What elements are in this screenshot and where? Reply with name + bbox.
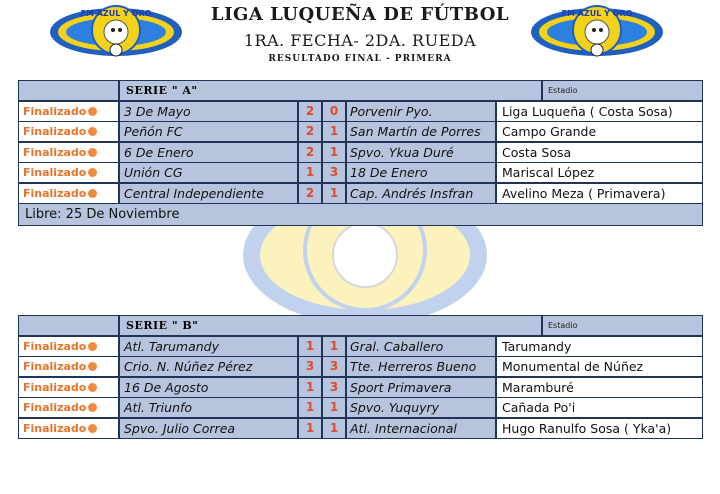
stadium-header: Estadio	[543, 81, 702, 100]
home-team: 3 De Mayo	[120, 102, 297, 121]
home-team: 6 De Enero	[120, 143, 297, 162]
home-score: 1	[299, 337, 321, 356]
away-score: 1	[323, 122, 345, 141]
home-score: 1	[299, 378, 321, 397]
stadium: Hugo Ranulfo Sosa ( Yka'a)	[497, 419, 702, 438]
table-row	[19, 378, 702, 397]
stadium: Costa Sosa	[497, 143, 702, 162]
status-badge: Finalizado	[19, 163, 118, 182]
status-dot-icon	[88, 383, 97, 392]
status-dot-icon	[88, 168, 97, 177]
away-team: Porvenir Pyo.	[347, 102, 495, 121]
stadium: Mariscal López	[497, 163, 702, 182]
libre-text: Libre: 25 De Noviembre	[19, 204, 702, 225]
away-team: Cap. Andrés Insfran	[347, 184, 495, 203]
status-badge: Finalizado	[19, 184, 118, 203]
home-score: 2	[299, 122, 321, 141]
away-score: 1	[323, 143, 345, 162]
serie-b-label: SERIE " B"	[120, 316, 541, 335]
status-dot-icon	[88, 127, 97, 136]
header-status-cell	[19, 316, 118, 335]
home-team: Atl. Triunfo	[120, 398, 297, 417]
serie-b-table	[18, 315, 703, 439]
home-team: 16 De Agosto	[120, 378, 297, 397]
away-team: Gral. Caballero	[347, 337, 495, 356]
home-team: Unión CG	[120, 163, 297, 182]
away-team: Atl. Internacional	[347, 419, 495, 438]
stadium: Tarumandy	[497, 337, 702, 356]
away-team: 18 De Enero	[347, 163, 495, 182]
away-score: 3	[323, 163, 345, 182]
away-score: 1	[323, 398, 345, 417]
serie-a-header	[19, 81, 702, 100]
header-status-cell	[19, 81, 118, 100]
away-score: 1	[323, 419, 345, 438]
away-score: 1	[323, 337, 345, 356]
page-title: LIGA LUQUEÑA DE FÚTBOL	[210, 4, 510, 25]
home-score: 1	[299, 419, 321, 438]
away-team: San Martín de Porres	[347, 122, 495, 141]
svg-text:FM AZUL Y ORO: FM AZUL Y ORO	[561, 9, 633, 18]
away-score: 3	[323, 378, 345, 397]
home-score: 2	[299, 102, 321, 121]
serie-a-table	[18, 80, 703, 226]
home-team: Peñón FC	[120, 122, 297, 141]
status-badge: Finalizado	[19, 143, 118, 162]
stadium: Cañada Po'i	[497, 398, 702, 417]
table-row	[19, 357, 702, 376]
away-team: Tte. Herreros Bueno	[347, 357, 495, 376]
stadium: Campo Grande	[497, 122, 702, 141]
status-dot-icon	[88, 362, 97, 371]
home-score: 3	[299, 357, 321, 376]
libre-row	[19, 204, 702, 225]
table-row	[19, 419, 702, 438]
status-dot-icon	[88, 424, 97, 433]
home-team: Crio. N. Núñez Pérez	[120, 357, 297, 376]
stadium: Avelino Meza ( Primavera)	[497, 184, 702, 203]
away-team: Sport Primavera	[347, 378, 495, 397]
stadium: Monumental de Núñez	[497, 357, 702, 376]
fm-azul-y-oro-logo-left	[47, 2, 185, 60]
away-score: 3	[323, 357, 345, 376]
status-badge: Finalizado	[19, 102, 118, 121]
status-dot-icon	[88, 107, 97, 116]
status-dot-icon	[88, 189, 97, 198]
away-score: 1	[323, 184, 345, 203]
fm-azul-y-oro-logo-right	[528, 2, 666, 60]
home-score: 1	[299, 163, 321, 182]
svg-text:FM AZUL Y ORO: FM AZUL Y ORO	[80, 9, 152, 18]
table-row	[19, 122, 702, 141]
status-badge: Finalizado	[19, 122, 118, 141]
serie-b-header	[19, 316, 702, 335]
home-score: 1	[299, 398, 321, 417]
status-dot-icon	[88, 148, 97, 157]
table-row	[19, 163, 702, 182]
table-row	[19, 398, 702, 417]
serie-a-label: SERIE " A"	[120, 81, 541, 100]
away-score: 0	[323, 102, 345, 121]
stadium: Maramburé	[497, 378, 702, 397]
page-subtitle: 1RA. FECHA- 2DA. RUEDA	[243, 31, 477, 50]
status-dot-icon	[88, 342, 97, 351]
table-row	[19, 337, 702, 356]
stadium: Liga Luqueña ( Costa Sosa)	[497, 102, 702, 121]
away-team: Spvo. Ykua Duré	[347, 143, 495, 162]
result-label: RESULTADO FINAL - PRIMERA	[268, 54, 452, 64]
home-team: Atl. Tarumandy	[120, 337, 297, 356]
table-row	[19, 143, 702, 162]
home-score: 2	[299, 184, 321, 203]
status-dot-icon	[88, 403, 97, 412]
status-badge: Finalizado	[19, 419, 118, 438]
status-badge: Finalizado	[19, 337, 118, 356]
stadium-header: Estadio	[543, 316, 702, 335]
home-team: Spvo. Julio Correa	[120, 419, 297, 438]
table-row	[19, 102, 702, 121]
home-team: Central Independiente	[120, 184, 297, 203]
table-row	[19, 184, 702, 203]
status-badge: Finalizado	[19, 357, 118, 376]
away-team: Spvo. Yuquyry	[347, 398, 495, 417]
status-badge: Finalizado	[19, 378, 118, 397]
status-badge: Finalizado	[19, 398, 118, 417]
home-score: 2	[299, 143, 321, 162]
